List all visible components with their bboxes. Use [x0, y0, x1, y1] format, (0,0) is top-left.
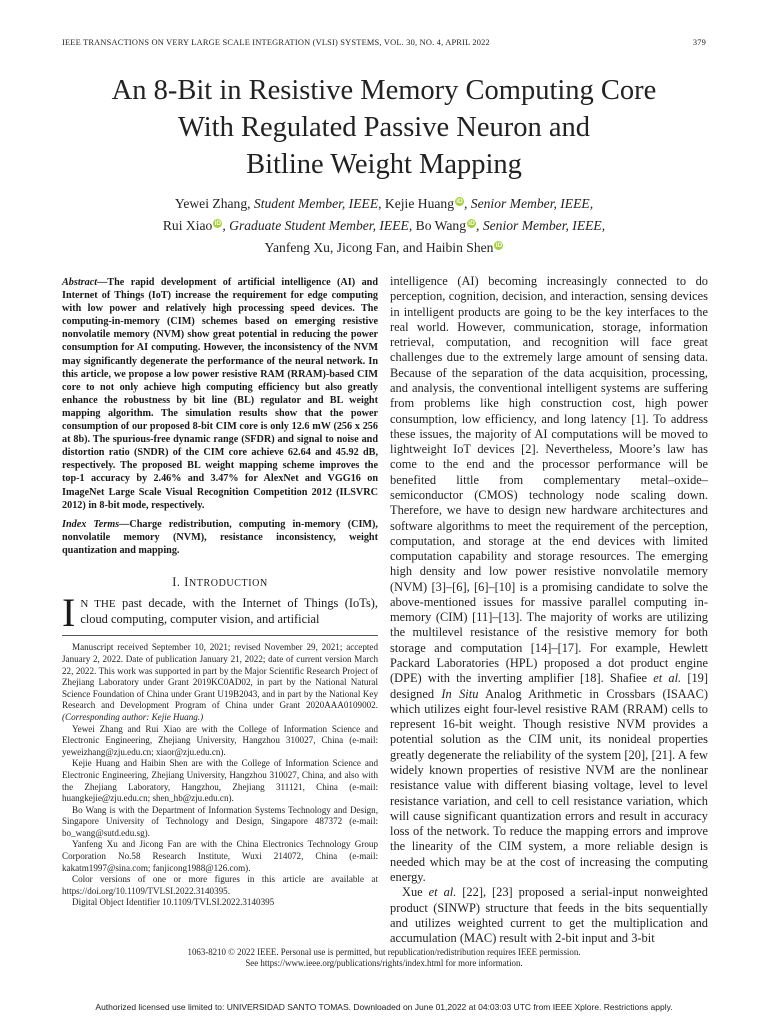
author-role: , Senior Member, IEEE,: [476, 218, 606, 233]
index-terms-dash: —: [119, 518, 130, 530]
footnote: Yanfeng Xu and Jicong Fan are with the China Electronics Technology Group Corporation No.58 Research Institute, Wuxi 214072, China (e-mail: kakatm1997@sina.com; fanjicong1988@126.com).: [62, 839, 378, 873]
corresponding-author: (Corresponding author: Kejie Huang.): [62, 711, 204, 722]
body-text: intelligence (AI) becoming increasingly connected to do perception, cognition, decision, and interaction, sensing devices in intelligent products are going to be the key interfaces to the real world. However, communication, storage, information retrieval, computation, and recognition will face great challenges due to the extremely large amount of sensing data. Because of the separation of the data acquisition, processing, and analysis, the conventional intelligent systems are suffering from problems like high construction cost, high power consumption, low efficiency, and long latency [1]. To address these issues, the majority of AI computations will be moved to lightweight IoT devices [2]. Nevertheless, Moore’s law has come to the end and the processor performance will be benefited little from complementary metal–oxide–semiconductor (CMOS) technology node scaling down. Therefore, we have to design new hardware architectures and software algorithms to meet the requirement of the perception, computation, and storage at the end devices with limited computation capability and storage resources. The emerging high density and low power resistive nonvolatile memory (NVM) [3]–[6], [6]–[10] is a promising candidate to solve the above-mentioned issues for massive parallel computing in-memory (CIM) [11]–[13]. The majority of works are utilizing the multilevel resistance of the resistive memory for both storage and computation [14]–[17]. For example, Hewlett Packard Laboratories (HPL) proposed a dot product engine (DPE) with the inverting amplifier [18]. Shafiee: [390, 274, 708, 686]
left-column: [62, 276, 378, 909]
section-title: NTRODUCTION: [188, 577, 268, 589]
body-italic: et al.: [428, 885, 457, 900]
body-italic: et al.: [653, 671, 682, 686]
body-paragraph: [390, 885, 708, 946]
intro-text: past decade, with the Internet of Things (IoTs), cloud computing, computer vision, and artificial: [80, 595, 378, 627]
author-name: Rui Xiao: [162, 218, 213, 233]
author-name: Yanfeng Xu, Jicong Fan, and Haibin Shen: [264, 240, 494, 255]
intro-paragraph: [62, 589, 378, 635]
section-initial: I: [184, 574, 189, 589]
orcid-icon[interactable]: iD: [214, 220, 222, 227]
body-paragraph: [390, 274, 708, 885]
journal-name: IEEE TRANSACTIONS ON VERY LARGE SCALE INTEGRATION (VLSI) SYSTEMS, VOL. 30, NO. 4, APRIL 2022: [62, 38, 490, 47]
author-name: , Kejie Huang: [378, 196, 454, 211]
index-terms-label: Index Terms: [62, 518, 120, 530]
author-list: [40, 193, 728, 259]
body-italic: In Situ: [441, 686, 479, 701]
footnote: Kejie Huang and Haibin Shen are with the College of Information Science and Electronic Engineering, Zhejiang University, Hangzhou 310027, China, and also with the Zhejiang Laboratory, Hangzhou, Zhejiang 311121, China (e-mail: huangkejie@zju.edu.cn; shen_hb@zju.edu.cn).: [62, 758, 378, 804]
copyright-notice: [40, 947, 728, 969]
right-column: [390, 274, 708, 946]
author-row: [40, 237, 728, 259]
title-line: With Regulated Passive Neuron and: [177, 112, 590, 143]
author-name: , Bo Wang: [408, 218, 467, 233]
license-footer: Authorized licensed use limited to: UNIVERSIDAD SANTO TOMAS. Downloaded on June 01,2022 at 04:03:03 UTC from IEEE Xplore. Restrictions apply.: [95, 1002, 673, 1012]
page-number: 379: [692, 38, 706, 47]
body-text: Analog Arithmetic in Crossbars (ISAAC) which utilizes eight four-level resistive RAM (RRAM) cells to represent 16-bit weight. Though resistive NVM provides a potential solution as the CIM unit, its nonideal properties greatly degenerate the reliability of the system [20], [21]. A few widely known properties of resistive NVM are the nonlinear resistance value with different biasing voltage, level to level resistance variation, and cell to cell resistance variation, which will cause significant quantization errors and result in accuracy loss of the network. To reduce the mapping errors and improve the linearity of the CIM system, a more reliable design is needed which may be at the cost of increasing the computing energy.: [390, 686, 708, 884]
drop-cap: I: [62, 589, 76, 635]
author-role: , Graduate Student Member, IEEE: [222, 218, 409, 233]
index-terms: [62, 518, 378, 557]
footnote: [62, 642, 378, 723]
author-name: Yewei Zhang,: [174, 196, 254, 211]
author-role: , Senior Member, IEEE,: [464, 196, 594, 211]
section-numeral: I.: [172, 574, 185, 589]
footnotes: [62, 642, 378, 909]
footnote-text: Manuscript received September 10, 2021; revised November 29, 2021; accepted January 2, 2022. Date of publication January 21, 2022; date of current version March 22, 2022. This work was supported in part by the Major Scientific Research Project of Zhejiang Laboratory under Grant 2019KC0AD02, in part by the National Natural Science Foundation of China under Grant U19B2043, and in part by the National Key Research and Development Program of China under Grant 2020AAA0109002.: [62, 642, 378, 711]
author-row: [40, 193, 728, 215]
orcid-icon[interactable]: iD: [495, 242, 503, 249]
footnote: Color versions of one or more figures in this article are available at https://doi.org/10.1109/TVLSI.2022.3140395.: [62, 874, 378, 896]
paper-title: [40, 72, 728, 183]
author-role: Student Member, IEEE: [253, 196, 379, 211]
orcid-icon[interactable]: iD: [468, 220, 475, 227]
index-terms-text: Charge redistribution, computing in-memory (CIM), nonvolatile memory (NVM), resistance inconsistency, weight quantization and mapping.: [62, 518, 378, 556]
running-header: [62, 38, 706, 47]
body-text: [22], [23] proposed a serial-input nonweighted product (SINWP) structure that feeds in the bits sequentially and utilizes weighted current to get the multiplication and accumulation (MAC) result with 2-bit input and 3-bit: [390, 885, 708, 946]
body-text: Xue: [402, 885, 429, 900]
footnote: Digital Object Identifier 10.1109/TVLSI.2022.3140395: [72, 897, 275, 908]
title-line: An 8-Bit in Resistive Memory Computing Core: [111, 75, 657, 106]
footnote-divider: [62, 635, 378, 636]
footnote: Bo Wang is with the Department of Information Systems Technology and Design, Singapore University of Technology and Design, Singapore 487372 (e-mail: bo_wang@sutd.edu.sg).: [62, 804, 378, 838]
copyright-line: 1063-8210 © 2022 IEEE. Personal use is permitted, but republication/redistribution requires IEEE permission.: [187, 947, 581, 957]
author-row: [40, 215, 728, 237]
intro-caps: N THE: [80, 597, 116, 610]
orcid-icon[interactable]: iD: [456, 198, 463, 205]
abstract-label: Abstract: [62, 277, 98, 288]
abstract: [62, 276, 378, 512]
body-text: [19] designed: [390, 671, 708, 701]
title-line: Bitline Weight Mapping: [246, 149, 522, 180]
abstract-text: The rapid development of artificial intelligence (AI) and Internet of Things (IoT) increase the requirement for edge computing with low power and relatively high processing speed devices. The computing-in-memory (CIM) schemes based on emerging resistive nonvolatile memory (NVM) show great potential in reducing the power consumption for AI computing. However, the inconsistency of the NVM may significantly degenerate the performance of the neural network. In this article, we propose a low power resistive RAM (RRAM)-based CIM core to not only achieve high computing efficiency but also greatly enhance the robustness by bit line (BL) regulator and BL weight mapping algorithm. The simulation results show that the power consumption of our proposed 8-bit CIM core is only 12.6 mW (256 x 256 at 8b). The spurious-free dynamic range (SFDR) and signal to noise and distortion ratio (SNDR) of the CIM core achieve 62.64 and 45.92 dB, respectively. The proposed BL weight mapping scheme improves the top-1 accuracy by 2.46% and 3.47% for AlexNet and VGG16 on ImageNet Large Scale Visual Recognition Competition 2012 (ILSVRC 2012) in 8-bit mode, respectively.: [62, 277, 378, 511]
abstract-dash: —: [97, 277, 108, 288]
rights-link[interactable]: See https://www.ieee.org/publications/rights/index.html for more information.: [245, 958, 523, 968]
footnote: Yewei Zhang and Rui Xiao are with the College of Information Science and Electronic Engineering, Zhejiang University, Hangzhou 310027, China (e-mail: yeweizhang@zju.edu.cn; xiaor@zju.edu.cn).: [62, 723, 378, 757]
section-heading: [62, 575, 378, 590]
